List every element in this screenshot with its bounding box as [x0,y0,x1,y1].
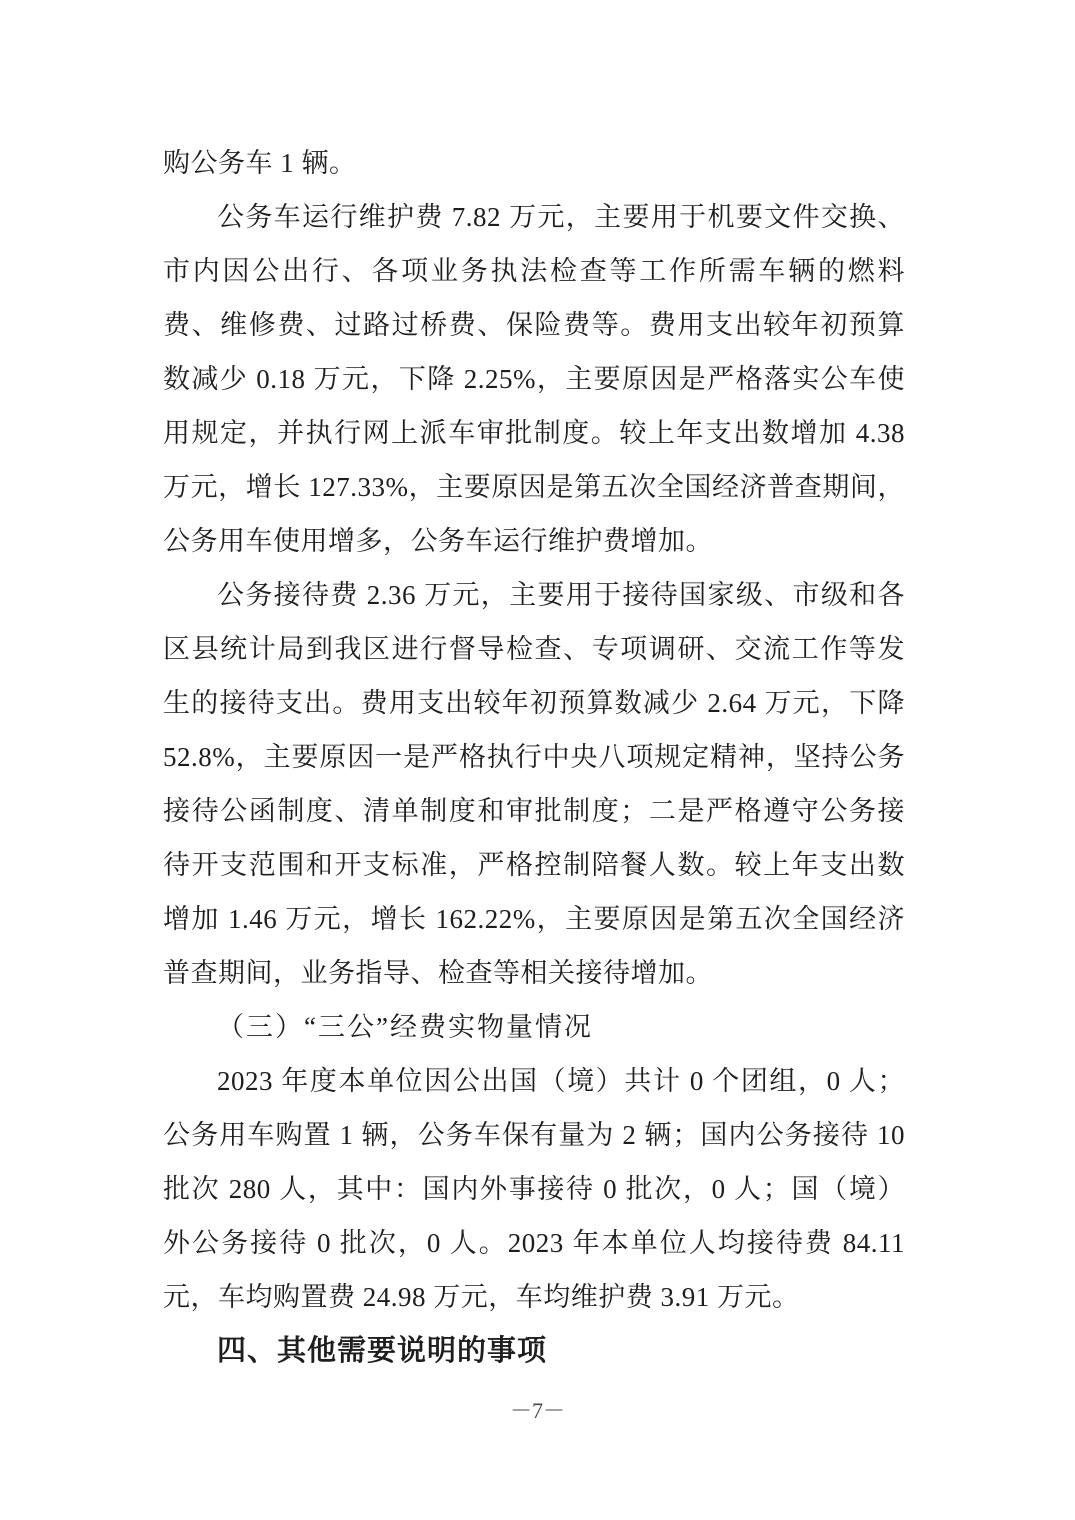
text-line: 生的接待支出。费用支出较年初预算数减少 2.64 万元，下降 [163,688,905,718]
text-line: 公务车运行维护费 7.82 万元，主要用于机要文件交换、 [217,202,905,232]
text-line: 购公务车 1 辆。 [163,148,357,178]
text-line: 公务用车使用增多，公务车运行维护费增加。 [163,526,713,556]
page-number: －7－ [509,1398,565,1423]
text-line: 52.8%，主要原因一是严格执行中央八项规定精神，坚持公务 [163,742,905,772]
text-line: 待开支范围和开支标准，严格控制陪餐人数。较上年支出数 [163,850,905,880]
text-line: 用规定，并执行网上派车审批制度。较上年支出数增加 4.38 [163,418,905,448]
text-line: 外公务接待 0 批次，0 人。2023 年本单位人均接待费 84.11 [163,1228,905,1258]
text-line: 费、维修费、过路过桥费、保险费等。费用支出较年初预算 [163,310,905,340]
text-line: 公务用车购置 1 辆，公务车保有量为 2 辆；国内公务接待 10 [163,1120,905,1150]
text-line: 批次 280 人，其中：国内外事接待 0 批次，0 人；国（境） [163,1174,905,1204]
text-line: 接待公函制度、清单制度和审批制度；二是严格遵守公务接 [163,796,905,826]
section-heading-three: （三）“三公”经费实物量情况 [217,1012,593,1042]
text-line: 公务接待费 2.36 万元，主要用于接待国家级、市级和各 [217,580,905,610]
text-line: 市内因公出行、各项业务执法检查等工作所需车辆的燃料 [163,256,905,286]
page-body [163,136,905,1378]
text-line: 普查期间，业务指导、检查等相关接待增加。 [163,958,713,988]
section-heading-four: 四、其他需要说明的事项 [217,1335,548,1367]
text-line: 万元，增长 127.33%，主要原因是第五次全国经济普查期间， [163,472,905,502]
text-line: 数减少 0.18 万元，下降 2.25%，主要原因是严格落实公车使 [163,364,905,394]
text-line: 增加 1.46 万元，增长 162.22%，主要原因是第五次全国经济 [163,904,905,934]
text-line: 区县统计局到我区进行督导检查、专项调研、交流工作等发 [163,634,905,664]
text-line: 2023 年度本单位因公出国（境）共计 0 个团组，0 人； [217,1066,905,1096]
text-line: 元，车均购置费 24.98 万元，车均维护费 3.91 万元。 [163,1282,800,1312]
